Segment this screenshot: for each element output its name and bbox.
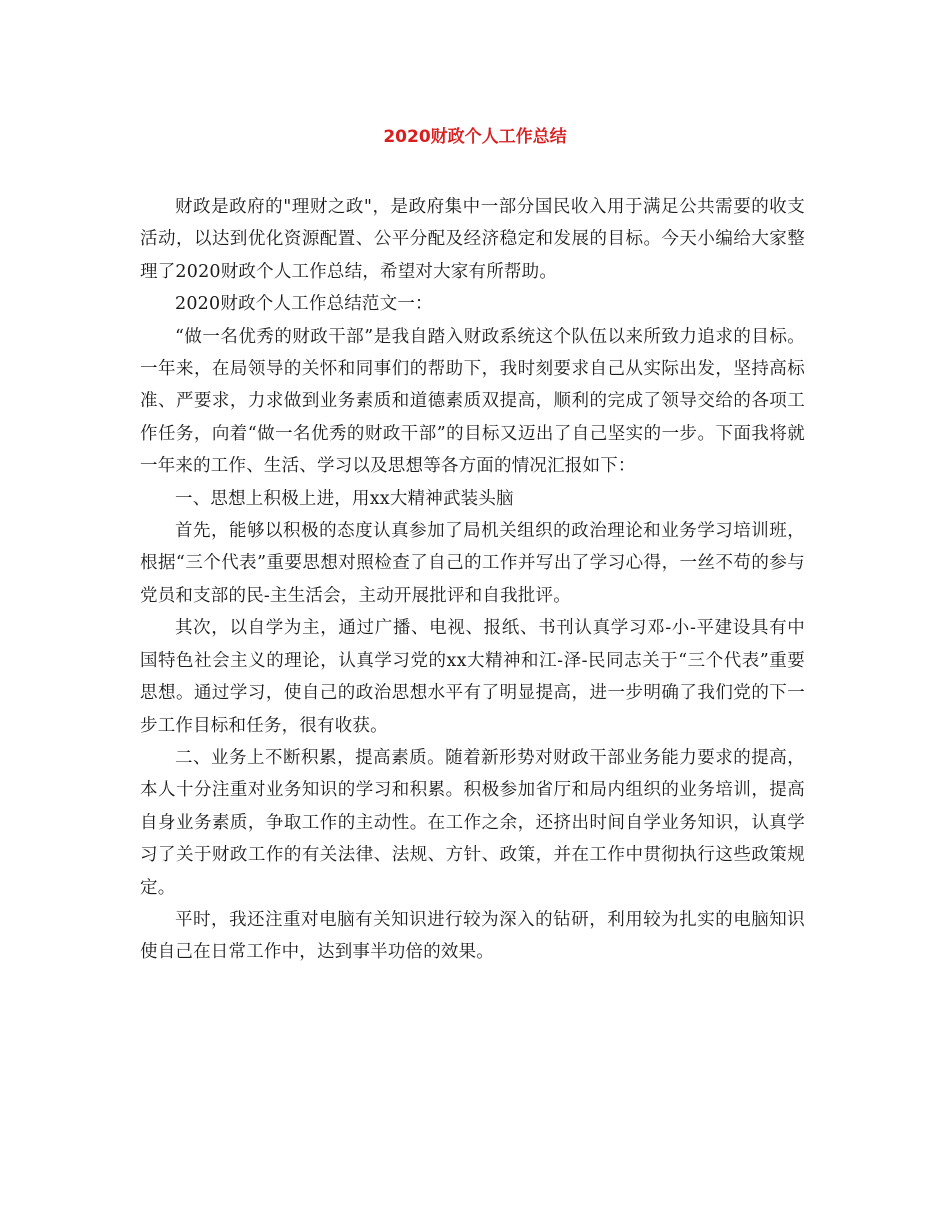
paragraph-second: 其次，以自学为主，通过广播、电视、报纸、书刊认真学习邓-小-平建设具有中国特色社会主义的理论，认真学习党的xx大精神和江-泽-民同志关于“三个代表”重要思想。通过学习，使自己的政治思想水平有了明显提高，进一步明确了我们党的下一步工作目标和任务，很有收获。: [140, 618, 805, 736]
section-heading-ideology: 一、思想上积极上进，用xx大精神武装头脑: [175, 488, 514, 509]
paragraph-intro: 财政是政府的"理财之政"，是政府集中一部分国民收入用于满足公共需要的收支活动，以达到优化资源配置、公平分配及经济稳定和发展的目标。今天小编给大家整理了2020财政个人工作总结，希望对大家有所帮助。: [140, 197, 805, 282]
paragraph-first: 首先，能够以积极的态度认真参加了局机关组织的政治理论和业务学习培训班，根据“三个代表”重要思想对照检查了自己的工作并写出了学习心得，一丝不苟的参与党员和支部的民-主生活会，主动开展批评和自我批评。: [140, 521, 805, 606]
document-title: 2020财政个人工作总结: [383, 127, 567, 147]
paragraph-computer: 平时，我还注重对电脑有关知识进行较为深入的钻研，利用较为扎实的电脑知识使自己在日常工作中，达到事半功倍的效果。: [140, 909, 805, 963]
paragraph-goal: “做一名优秀的财政干部”是我自踏入财政系统这个队伍以来所致力追求的目标。一年来，在局领导的关怀和同事们的帮助下，我时刻要求自己从实际出发，坚持高标准、严要求，力求做到业务素质和道德素质双提高，顺利的完成了领导交给的各项工作任务，向着“做一名优秀的财政干部”的目标又迈出了自己坚实的一步。下面我将就一年来的工作、生活、学习以及思想等各方面的情况汇报如下：: [140, 326, 805, 477]
paragraph-business: 二、业务上不断积累，提高素质。随着新形势对财政干部业务能力要求的提高，本人十分注重对业务知识的学习和积累。积极参加省厅和局内组织的业务培训，提高自身业务素质，争取工作的主动性。在工作之余，还挤出时间自学业务知识，认真学习了关于财政工作的有关法律、法规、方针、政策，并在工作中贯彻执行这些政策规定。: [140, 747, 805, 898]
paragraph-sample-heading: 2020财政个人工作总结范文一：: [175, 294, 433, 315]
document-body: [140, 191, 805, 969]
